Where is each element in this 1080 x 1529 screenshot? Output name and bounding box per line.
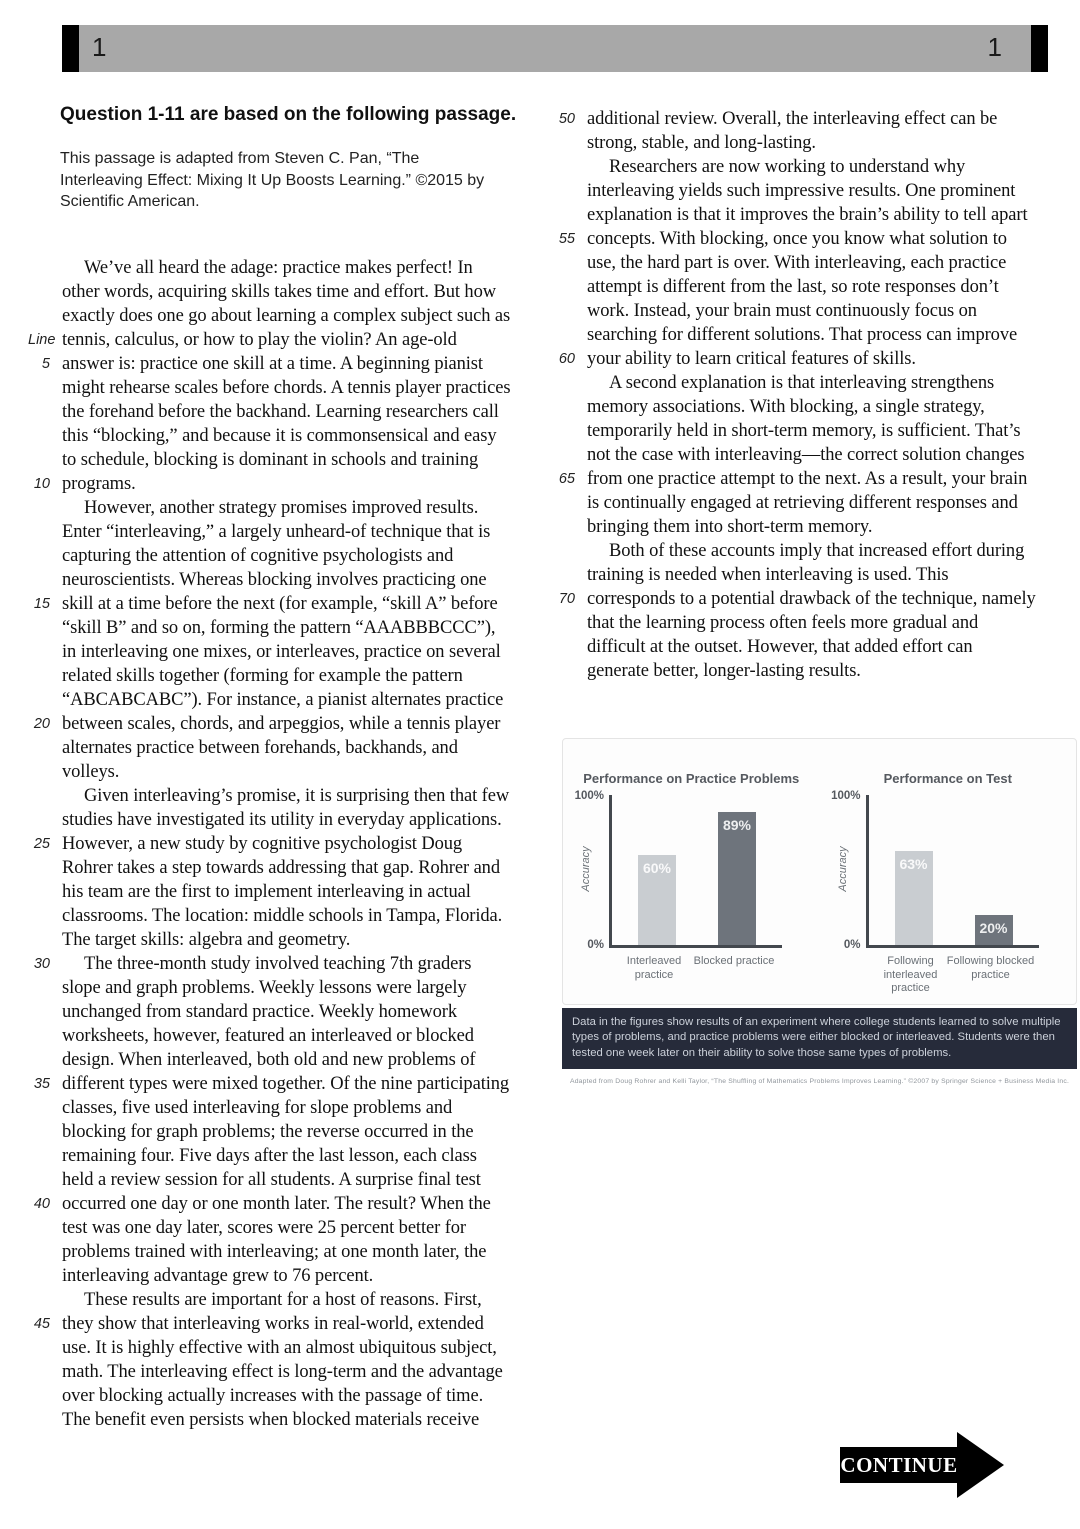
bar-value-label: 60% <box>642 860 672 876</box>
passage-line <box>28 304 510 328</box>
line-number <box>553 203 575 227</box>
line-number: 45 <box>33 1316 50 1332</box>
passage-text: might rehearse scales before chords. A tennis player practices <box>62 378 511 398</box>
passage-line <box>553 491 1036 515</box>
continue-arrow-icon <box>957 1432 1004 1498</box>
passage-line <box>28 832 510 856</box>
passage-text: over blocking actually increases with the passage of time. <box>62 1386 484 1406</box>
plot-area <box>866 795 1039 948</box>
passage-line <box>28 1168 510 1192</box>
line-number: 60 <box>558 351 575 367</box>
passage-text: in interleaving one mixes, or interleaves, practice on several <box>62 642 501 662</box>
passage-text: occurred one day or one month later. The result? When the <box>62 1194 491 1214</box>
passage-text: concepts. With blocking, once you know what solution to <box>587 229 1007 249</box>
passage-text: skill at a time before the next (for example, “skill A” before <box>62 594 498 614</box>
line-number <box>28 256 50 280</box>
header-right-cap <box>1031 25 1048 72</box>
passage-text: held a review session for all students. A surprise final test <box>62 1170 481 1190</box>
source-note <box>60 148 560 213</box>
passage-line <box>28 784 510 808</box>
line-number <box>553 395 575 419</box>
line-number <box>28 928 50 952</box>
passage-line <box>28 1120 510 1144</box>
passage-line <box>28 1096 510 1120</box>
line-number <box>28 544 50 568</box>
chart-title: Performance on Test <box>883 771 1012 786</box>
passage-text: neuroscientists. Whereas blocking involves practicing one <box>62 570 487 590</box>
passage-line <box>553 515 1036 539</box>
passage-line <box>28 1264 510 1288</box>
passage-text: classes, five used interleaving for slope problems and <box>62 1098 453 1118</box>
passage-line <box>553 443 1036 467</box>
line-number <box>28 520 50 544</box>
plot-area <box>609 795 782 948</box>
line-number <box>553 443 575 467</box>
line-number <box>553 131 575 155</box>
line-number <box>28 568 50 592</box>
line-number <box>28 1384 50 1408</box>
figure <box>562 738 1077 1085</box>
line-number <box>28 376 50 400</box>
passage-line <box>28 1384 510 1408</box>
passage-line <box>28 1192 510 1216</box>
passage-text: Both of these accounts imply that increased effort during <box>609 541 1025 561</box>
line-number: 65 <box>558 471 575 487</box>
line-number <box>28 688 50 712</box>
passage-text: Enter “interleaving,” a largely unheard-of technique that is <box>62 522 491 542</box>
line-number <box>28 976 50 1000</box>
line-number: 70 <box>558 591 575 607</box>
figure-attribution: Adapted from Doug Rohrer and Kelli Taylor, “The Shuffling of Mathematics Problems Improves Learning.” ©2007 by Springer Science + Business Media Inc. <box>569 1077 1070 1085</box>
source-note-line: Scientific American. <box>60 193 200 210</box>
line-number <box>28 496 50 520</box>
passage-line <box>28 952 510 976</box>
passage-text: training is needed when interleaving is used. This <box>587 565 949 585</box>
line-number <box>553 659 575 683</box>
passage-line <box>28 712 510 736</box>
line-number <box>553 251 575 275</box>
line-number <box>28 448 50 472</box>
line-number <box>28 1336 50 1360</box>
passage-text: design. When interleaved, both old and new problems of <box>62 1050 476 1070</box>
passage-line <box>553 203 1036 227</box>
passage-text: other words, acquiring skills takes time and effort. But how <box>62 282 496 302</box>
category-label: Interleaved practice <box>626 955 682 981</box>
passage-text: use, the hard part is over. With interleaving, each practice <box>587 253 1007 273</box>
passage-text: studies have investigated its utility in everyday applications. <box>62 810 502 830</box>
passage-line <box>28 496 510 520</box>
passage-line <box>28 256 510 280</box>
passage-text: from one practice attempt to the next. As a result, your brain <box>587 469 1028 489</box>
passage-line <box>28 448 510 472</box>
passage-text: capturing the attention of cognitive psychologists and <box>62 546 454 566</box>
line-number <box>28 784 50 808</box>
line-number <box>28 904 50 928</box>
line-number <box>553 371 575 395</box>
passage-text: this “blocking,” and because it is commonsensical and easy <box>62 426 497 446</box>
y-axis-label: Accuracy <box>836 846 849 892</box>
line-number <box>553 155 575 179</box>
passage-line <box>28 760 510 784</box>
passage-text: explanation is that it improves the brain’s ability to tell apart <box>587 205 1028 225</box>
line-number <box>28 1144 50 1168</box>
passage-line <box>28 592 510 616</box>
passage-line <box>28 1144 510 1168</box>
passage-text: between scales, chords, and arpeggios, while a tennis player <box>62 714 501 734</box>
bar-value-label: 63% <box>899 855 928 872</box>
passage-text: Rohrer takes a step towards addressing that gap. Rohrer and <box>62 858 500 878</box>
passage-line <box>553 467 1036 491</box>
y-tick-0: 0% <box>843 939 861 951</box>
passage-text: additional review. Overall, the interleaving effect can be <box>587 109 998 129</box>
passage-text: searching for different solutions. That process can improve <box>587 325 1018 345</box>
bar-following-blocked <box>975 915 1013 945</box>
chart-title: Performance on Practice Problems <box>583 771 800 786</box>
passage-line <box>28 1336 510 1360</box>
passage-line <box>553 347 1036 371</box>
passage-line <box>28 1288 510 1312</box>
line-number: 15 <box>33 596 50 612</box>
passage-text: answer is: practice one skill at a time. A beginning pianist <box>62 354 483 374</box>
passage-line <box>28 904 510 928</box>
section-header-bar <box>62 25 1048 72</box>
line-number <box>553 515 575 539</box>
bar-blocked-practice <box>718 812 756 946</box>
passage-text: “ABCABCABC”). For instance, a pianist alternates practice <box>62 690 504 710</box>
line-number <box>553 563 575 587</box>
passage-line <box>28 1072 510 1096</box>
continue-label-bar <box>840 1447 958 1483</box>
line-number <box>553 299 575 323</box>
line-number: 40 <box>33 1196 50 1212</box>
bar-value-label: 20% <box>979 920 1008 936</box>
y-axis <box>820 790 866 951</box>
line-number: 50 <box>558 111 575 127</box>
passage-text: strong, stable, and long-lasting. <box>587 133 816 153</box>
passage-column-right <box>553 107 1036 683</box>
passage-text: worksheets, however, featured an interleaved or blocked <box>62 1026 474 1046</box>
header-left-cap <box>62 25 79 72</box>
passage-text: classrooms. The location: middle schools in Tampa, Florida. <box>62 906 503 926</box>
passage-line <box>28 880 510 904</box>
passage-text: However, a new study by cognitive psychologist Doug <box>62 834 463 854</box>
passage-line <box>553 635 1036 659</box>
passage-line <box>28 976 510 1000</box>
line-number <box>28 736 50 760</box>
passage-text: to schedule, blocking is dominant in schools and training <box>62 450 479 470</box>
line-number <box>28 616 50 640</box>
passage-line <box>553 419 1036 443</box>
bar-following-interleaved <box>895 851 933 946</box>
passage-line <box>28 808 510 832</box>
figure-caption: Data in the figures show results of an experiment where college students learned to solve multiple types of problems, and practice problems were either blocked or interleaved. Students were then tested one week later on their ability to solve those same types of problems. <box>562 1008 1077 1069</box>
passage-line <box>28 856 510 880</box>
passage-text: The three-month study involved teaching 7th graders <box>84 954 472 974</box>
continue-button[interactable] <box>840 1447 1005 1483</box>
passage-line <box>28 688 510 712</box>
passage-line <box>553 323 1036 347</box>
section-number-right: 1 <box>987 32 1002 62</box>
passage-text: alternates practice between forehands, backhands, and <box>62 738 458 758</box>
category-label: Blocked practice <box>693 955 775 967</box>
line-number <box>28 1288 50 1312</box>
passage-line <box>28 376 510 400</box>
passage-text: different types were mixed together. Of the nine participating <box>62 1074 510 1094</box>
line-number <box>28 760 50 784</box>
passage-text: remaining four. Five days after the last lesson, each class <box>62 1146 477 1166</box>
passage-text: interleaving advantage grew to 76 percent. <box>62 1266 374 1286</box>
line-number <box>28 808 50 832</box>
passage-line <box>553 179 1036 203</box>
passage-line <box>553 587 1036 611</box>
line-number: 35 <box>33 1076 50 1092</box>
passage-text: programs. <box>62 474 136 494</box>
passage-line <box>28 544 510 568</box>
line-number <box>28 1048 50 1072</box>
passage-text: We’ve all heard the adage: practice makes perfect! In <box>84 258 473 278</box>
passage-text: bringing them into short-term memory. <box>587 517 873 537</box>
passage-line <box>553 251 1036 275</box>
passage-text: “skill B” and so on, forming the pattern “AAABBBCCC”), <box>62 618 496 638</box>
line-number <box>553 611 575 635</box>
passage-text: slope and graph problems. Weekly lessons were largely <box>62 978 467 998</box>
line-number <box>28 1168 50 1192</box>
passage-text: your ability to learn critical features of skills. <box>587 349 916 369</box>
passage-text: difficult at the outset. However, that added effort can <box>587 637 973 657</box>
chart-test <box>820 739 1077 1004</box>
line-number <box>553 275 575 299</box>
passage-text: tennis, calculus, or how to play the violin? An age-old <box>62 330 457 350</box>
passage-line <box>553 539 1036 563</box>
line-number <box>28 1240 50 1264</box>
line-number <box>28 1216 50 1240</box>
line-number <box>28 880 50 904</box>
passage-text: generate better, longer-lasting results. <box>587 661 861 681</box>
passage-line <box>28 328 510 352</box>
y-axis <box>563 790 609 951</box>
passage-line <box>28 736 510 760</box>
y-tick-100: 100% <box>574 790 604 802</box>
line-number <box>28 1000 50 1024</box>
passage-line <box>553 131 1036 155</box>
line-number <box>28 400 50 424</box>
passage-line <box>28 640 510 664</box>
line-number <box>553 179 575 203</box>
passage-line <box>28 280 510 304</box>
passage-text: interleaving yields such impressive results. One prominent <box>587 181 1016 201</box>
passage-text: A second explanation is that interleaving strengthens <box>609 373 995 393</box>
passage-text: attempt is different from the last, so rote responses don’t <box>587 277 999 297</box>
passage-line <box>28 1024 510 1048</box>
passage-line <box>28 616 510 640</box>
line-number <box>28 664 50 688</box>
line-number <box>28 1360 50 1384</box>
passage-line <box>28 472 510 496</box>
line-number: 25 <box>33 836 50 852</box>
passage-line <box>28 1408 510 1432</box>
passage-text: problems trained with interleaving; at one month later, the <box>62 1242 487 1262</box>
passage-text: volleys. <box>62 762 120 782</box>
passage-text: Given interleaving’s promise, it is surprising then that few <box>84 786 510 806</box>
line-number <box>28 856 50 880</box>
passage-text: work. Instead, your brain must continuously focus on <box>587 301 977 321</box>
passage-line <box>553 395 1036 419</box>
passage-text: However, another strategy promises improved results. <box>84 498 479 518</box>
passage-line <box>553 563 1036 587</box>
y-axis-label: Accuracy <box>580 846 592 892</box>
line-number <box>28 640 50 664</box>
line-number <box>28 424 50 448</box>
passage-line <box>28 1240 510 1264</box>
passage-text: not the case with interleaving—the correct solution changes <box>587 445 1025 465</box>
passage-line <box>553 611 1036 635</box>
passage-text: use. It is highly effective with an almost ubiquitous subject, <box>62 1338 497 1358</box>
passage-line <box>28 568 510 592</box>
passage-text: math. The interleaving effect is long-term and the advantage <box>62 1362 503 1382</box>
line-number <box>28 1096 50 1120</box>
passage-line <box>553 371 1036 395</box>
line-number <box>553 539 575 563</box>
passage-text: unchanged from standard practice. Weekly homework <box>62 1002 457 1022</box>
passage-line <box>553 275 1036 299</box>
passage-text: exactly does one go about learning a complex subject such as <box>62 306 511 326</box>
passage-heading: Question 1-11 are based on the following passage. <box>60 104 517 125</box>
passage-line <box>553 299 1036 323</box>
passage-text: the forehand before the backhand. Learning researchers call <box>62 402 499 422</box>
passage-text: related skills together (forming for example the pattern <box>62 666 463 686</box>
passage-text: his team are the first to implement interleaving in actual <box>62 882 471 902</box>
passage-line <box>553 659 1036 683</box>
passage-line <box>28 1000 510 1024</box>
line-number <box>553 323 575 347</box>
category-label: Following interleaved practice <box>883 955 938 994</box>
line-number <box>28 1408 50 1432</box>
passage-text: blocking for graph problems; the reverse occurred in the <box>62 1122 474 1142</box>
passage-line <box>28 352 510 376</box>
passage-line <box>28 1360 510 1384</box>
figure-panel <box>562 738 1077 1005</box>
line-number: 10 <box>33 476 50 492</box>
passage-text: is continually engaged at retrieving different responses and <box>587 493 1018 513</box>
line-number <box>553 491 575 515</box>
passage-text: memory associations. With blocking, a single strategy, <box>587 397 985 417</box>
bar-interleaved-practice <box>638 855 676 945</box>
passage-line <box>28 664 510 688</box>
line-number <box>28 1024 50 1048</box>
bar-value-label: 89% <box>722 816 752 833</box>
source-note-line: This passage is adapted from Steven C. Pan, “The <box>60 150 420 167</box>
chart-practice-problems <box>563 739 820 1004</box>
passage-line <box>28 520 510 544</box>
passage-line <box>28 424 510 448</box>
passage-text: corresponds to a potential drawback of the technique, namely <box>587 589 1036 609</box>
line-number <box>28 1120 50 1144</box>
passage-text: Researchers are now working to understand why <box>609 157 966 177</box>
passage-line <box>553 227 1036 251</box>
continue-label: CONTINUE <box>840 1452 958 1477</box>
passage-text: These results are important for a host of reasons. First, <box>84 1290 482 1310</box>
section-number-left: 1 <box>92 32 107 62</box>
y-tick-100: 100% <box>831 790 861 802</box>
line-number <box>553 419 575 443</box>
passage-line <box>553 155 1036 179</box>
line-number <box>28 1264 50 1288</box>
line-number: 20 <box>33 716 50 732</box>
y-tick-0: 0% <box>587 939 604 951</box>
passage-line <box>553 107 1036 131</box>
line-number: 5 <box>41 356 50 372</box>
line-number <box>28 304 50 328</box>
line-number <box>553 635 575 659</box>
passage-text: The target skills: algebra and geometry. <box>62 930 351 950</box>
category-label: Following blocked practice <box>946 955 1035 981</box>
passage-line <box>28 1216 510 1240</box>
passage-line <box>28 400 510 424</box>
line-number <box>28 280 50 304</box>
passage-text: The benefit even persists when blocked materials receive <box>62 1410 480 1430</box>
passage-text: they show that interleaving works in real-world, extended <box>62 1314 484 1334</box>
passage-line <box>28 1048 510 1072</box>
passage-column-left <box>28 256 510 1432</box>
source-note-line: Interleaving Effect: Mixing It Up Boosts Learning.” ©2015 by <box>60 171 485 189</box>
line-word-label: Line <box>28 332 56 348</box>
passage-text: test was one day later, scores were 25 percent better for <box>62 1218 466 1238</box>
line-number: 30 <box>33 956 50 972</box>
passage-text: that the learning process often feels more gradual and <box>587 613 979 633</box>
passage-line <box>28 1312 510 1336</box>
line-number: 55 <box>558 231 575 247</box>
passage-text: temporarily held in short-term memory, is sufficient. That’s <box>587 421 1021 441</box>
passage-line <box>28 928 510 952</box>
